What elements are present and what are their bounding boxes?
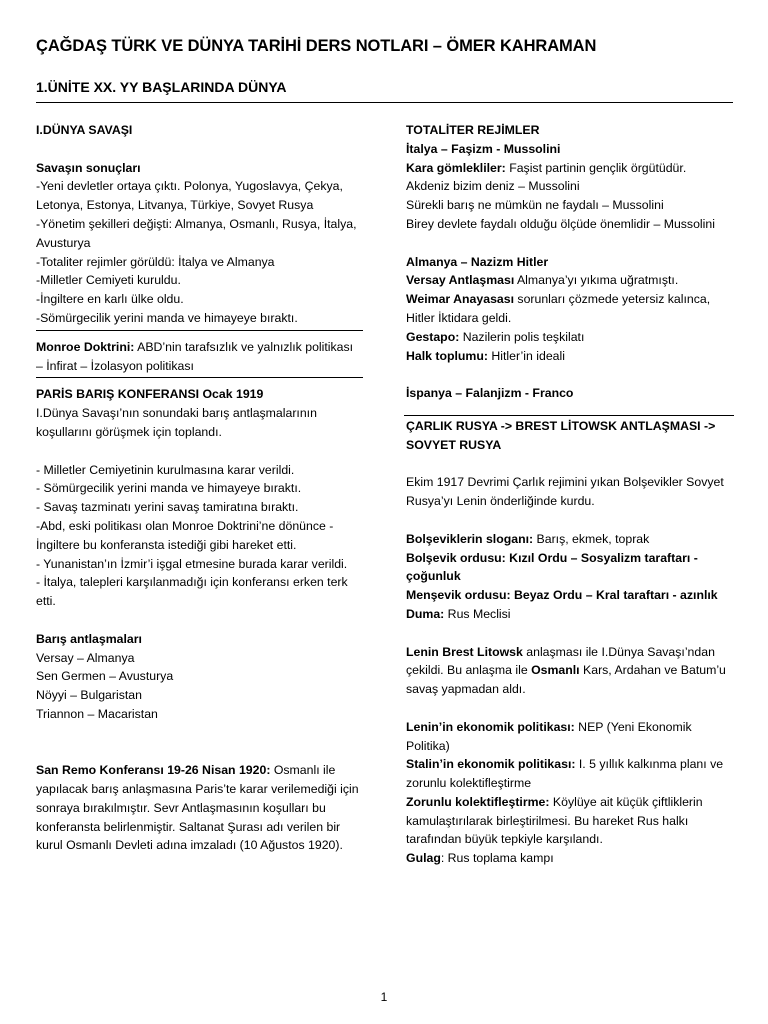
colonialism-replaced: -Sömürgecilik yerini manda ve himayeye bıraktı. (36, 310, 298, 325)
collectivization-label: Zorunlu kolektifleştirme: (406, 794, 550, 809)
weimar-paragraph (406, 290, 732, 328)
monroe-paragraph (36, 338, 362, 376)
totalitarian-seen: -Totaliter rejimler görüldü: İtalya ve Almanya (36, 254, 275, 269)
duma-paragraph (406, 605, 732, 624)
slogan-paragraph (406, 530, 732, 549)
gestapo-label: Gestapo: (406, 329, 460, 344)
paris-item: - Milletler Cemiyetinin kurulmasına karar verildi. (36, 462, 295, 477)
totalitarian-heading: TOTALİTER REJİMLER (406, 123, 540, 137)
bolshevik-army-label: Bolşevik ordusu: (406, 550, 506, 565)
duma-label: Duma: (406, 606, 445, 621)
header-divider (36, 102, 733, 103)
lenin-econ-paragraph (406, 718, 732, 756)
volk-label: Halk toplumu: (406, 348, 488, 363)
league-founded: -Milletler Cemiyeti kuruldu. (36, 273, 181, 288)
sanremo-text: Osmanlı ile yapılacak barış anlaşmasına Paris’te karar verilemediği için sonraya bırakılmıştır. Sevr Antlaşmasının koşulları bu konferansta belirlenmiştir. Saltanat Şurası adı verilen bir kurul Osmanlı Devleti adına imzaladı (10 Ağustos 1920). (36, 763, 359, 853)
menshevik-army-paragraph (406, 586, 732, 605)
spain-heading: İspanya – Falanjizm - Franco (406, 386, 574, 401)
stalin-econ-text: I. 5 yıllık kalkınma planı ve zorunlu kolektifleştirme (406, 757, 724, 791)
lenin-econ-label: Lenin’in ekonomik politikası: (406, 719, 575, 734)
gulag-label: Gulag (406, 851, 441, 866)
versailles-text: Almanya’yı yıkıma uğratmıştı. (514, 273, 679, 288)
gulag-paragraph (406, 849, 732, 868)
regimes-changed: -Yönetim şekilleri değişti: Almanya, Osmanlı, Rusya, İtalya, Avusturya (36, 216, 357, 250)
ww1-heading: I.DÜNYA SAVAŞI (36, 123, 133, 137)
sanremo-label: San Remo Konferansı 19-26 Nisan 1920: (36, 763, 271, 778)
results-text: -Yeni devletler ortaya çıktı. Polonya, Yugoslavya, Çekya, Letonya, Estonya, Litvanya, Türkiye, Sovyet Rusya (36, 179, 343, 213)
gestapo-paragraph (406, 328, 732, 347)
volk-paragraph (406, 347, 732, 366)
bolshevik-army-paragraph (406, 549, 732, 587)
brest-text-2: Kars, Ardahan ve Batum’u savaş yapmadan aldı. (406, 663, 726, 697)
blackshirts-paragraph (406, 159, 732, 178)
results-heading: Savaşın sonuçları (36, 160, 141, 175)
brest-text-1: anlaşması ile I.Dünya Savaşı’ndan çekildi. Bu anlaşma ile (406, 644, 715, 678)
brest-paragraph (406, 643, 732, 699)
treaty-item: Sen Germen – Avusturya (36, 669, 174, 684)
treaties-heading: Barış antlaşmaları (36, 631, 142, 646)
treaty-item: Versay – Almanya (36, 650, 135, 665)
brest-label: Lenin Brest Litowsk (406, 644, 523, 659)
paris-item: - Savaş tazminatı yerini savaş tamiratına bıraktı. (36, 500, 299, 515)
gulag-text: : Rus toplama kampı (440, 851, 554, 866)
treaty-item: Triannon – Macaristan (36, 706, 158, 721)
russia-heading: ÇARLIK RUSYA -> BREST LİTOWSK ANTLAŞMASI -> SOVYET RUSYA (406, 418, 716, 452)
collectivization-paragraph (406, 793, 732, 849)
lenin-econ-text: NEP (Yeni Ekonomik Politika) (406, 719, 692, 753)
page-number: 1 (380, 990, 388, 1004)
left-column (36, 121, 362, 855)
menshevik-army-text: Beyaz Ordu – Kral taraftarı - azınlık (510, 588, 718, 603)
italy-line: Sürekli barış ne mümkün ne faydalı – Mussolini (406, 198, 664, 213)
paris-heading: PARİS BARIŞ KONFERANSI Ocak 1919 (36, 387, 264, 402)
blackshirts-label: Kara gömlekliler: (406, 160, 506, 175)
right-column (406, 121, 732, 868)
bolshevik-army-text: Kızıl Ordu – Sosyalizm taraftarı - çoğunluk (406, 550, 698, 584)
paris-item: - Sömürgecilik yerini manda ve himayeye bıraktı. (36, 481, 302, 496)
versailles-label: Versay Antlaşması (406, 273, 515, 288)
blackshirts-text: Faşist partinin gençlik örgütüdür. (505, 160, 687, 175)
monroe-text: ABD’nin tarafsızlık ve yalnızlık politikası – İnfirat – İzolasyon politikası (36, 339, 354, 373)
paris-item: - İtalya, talepleri karşılanmadığı için konferansı erken terk etti. (36, 575, 348, 609)
slogan-label: Bolşeviklerin sloganı: (406, 531, 534, 546)
collectivization-text: Köylüye ait küçük çiftliklerin kamulaştırılarak birleştirilmesi. Bu hareket Rus halkı tarafından büyük tepkiyle karşılandı. (406, 794, 703, 847)
germany-heading: Almanya – Nazizm Hitler (406, 254, 549, 269)
sanremo-paragraph (36, 761, 362, 855)
section-divider (36, 330, 363, 331)
stalin-econ-paragraph (406, 755, 732, 793)
versailles-paragraph (406, 271, 732, 290)
weimar-text: sorunları çözmede yetersiz kalınca, Hitler İktidara geldi. (406, 292, 711, 325)
slogan-text: Barış, ekmek, toprak (533, 531, 650, 546)
duma-text: Rus Meclisi (444, 606, 511, 621)
weimar-label: Weimar Anayasası (406, 292, 514, 307)
gestapo-text: Nazilerin polis teşkilatı (459, 329, 585, 344)
section-divider (404, 415, 734, 416)
italy-line: Birey devlete faydalı olduğu ölçüde önemlidir – Mussolini (406, 216, 715, 231)
paris-text: I.Dünya Savaşı’nın sonundaki barış antlaşmalarının koşullarını görüşmek için toplandı. (36, 406, 317, 439)
stalin-econ-label: Stalin’in ekonomik politikası: (406, 757, 576, 772)
treaty-item: Nöyyi – Bulgaristan (36, 688, 142, 703)
monroe-label: Monroe Doktrini: (36, 339, 135, 354)
document-title: ÇAĞDAŞ TÜRK VE DÜNYA TARİHİ DERS NOTLARI – ÖMER KAHRAMAN (36, 37, 597, 55)
england-profited: -İngiltere en karlı ülke oldu. (36, 292, 184, 307)
italy-heading: İtalya – Faşizm - Mussolini (406, 141, 561, 156)
menshevik-army-label: Menşevik ordusu: (406, 588, 511, 603)
brest-ottoman: Osmanlı (531, 663, 580, 678)
revolution-text: Ekim 1917 Devrimi Çarlık rejimini yıkan Bolşevikler Sovyet Rusya’yı Lenin önderliğinde kurdu. (406, 475, 724, 509)
paris-item: - Yunanistan’ın İzmir’i işgal etmesine burada karar verildi. (36, 556, 348, 571)
italy-line: Akdeniz bizim deniz – Mussolini (406, 179, 580, 194)
unit-title: 1.ÜNİTE XX. YY BAŞLARINDA DÜNYA (36, 79, 287, 95)
paris-item: -Abd, eski politikası olan Monroe Doktrini’ne dönünce - İngiltere bu konferansta istediği gibi hareket etti. (36, 518, 334, 552)
volk-text: Hitler’in ideali (487, 348, 565, 363)
section-divider (36, 377, 363, 378)
